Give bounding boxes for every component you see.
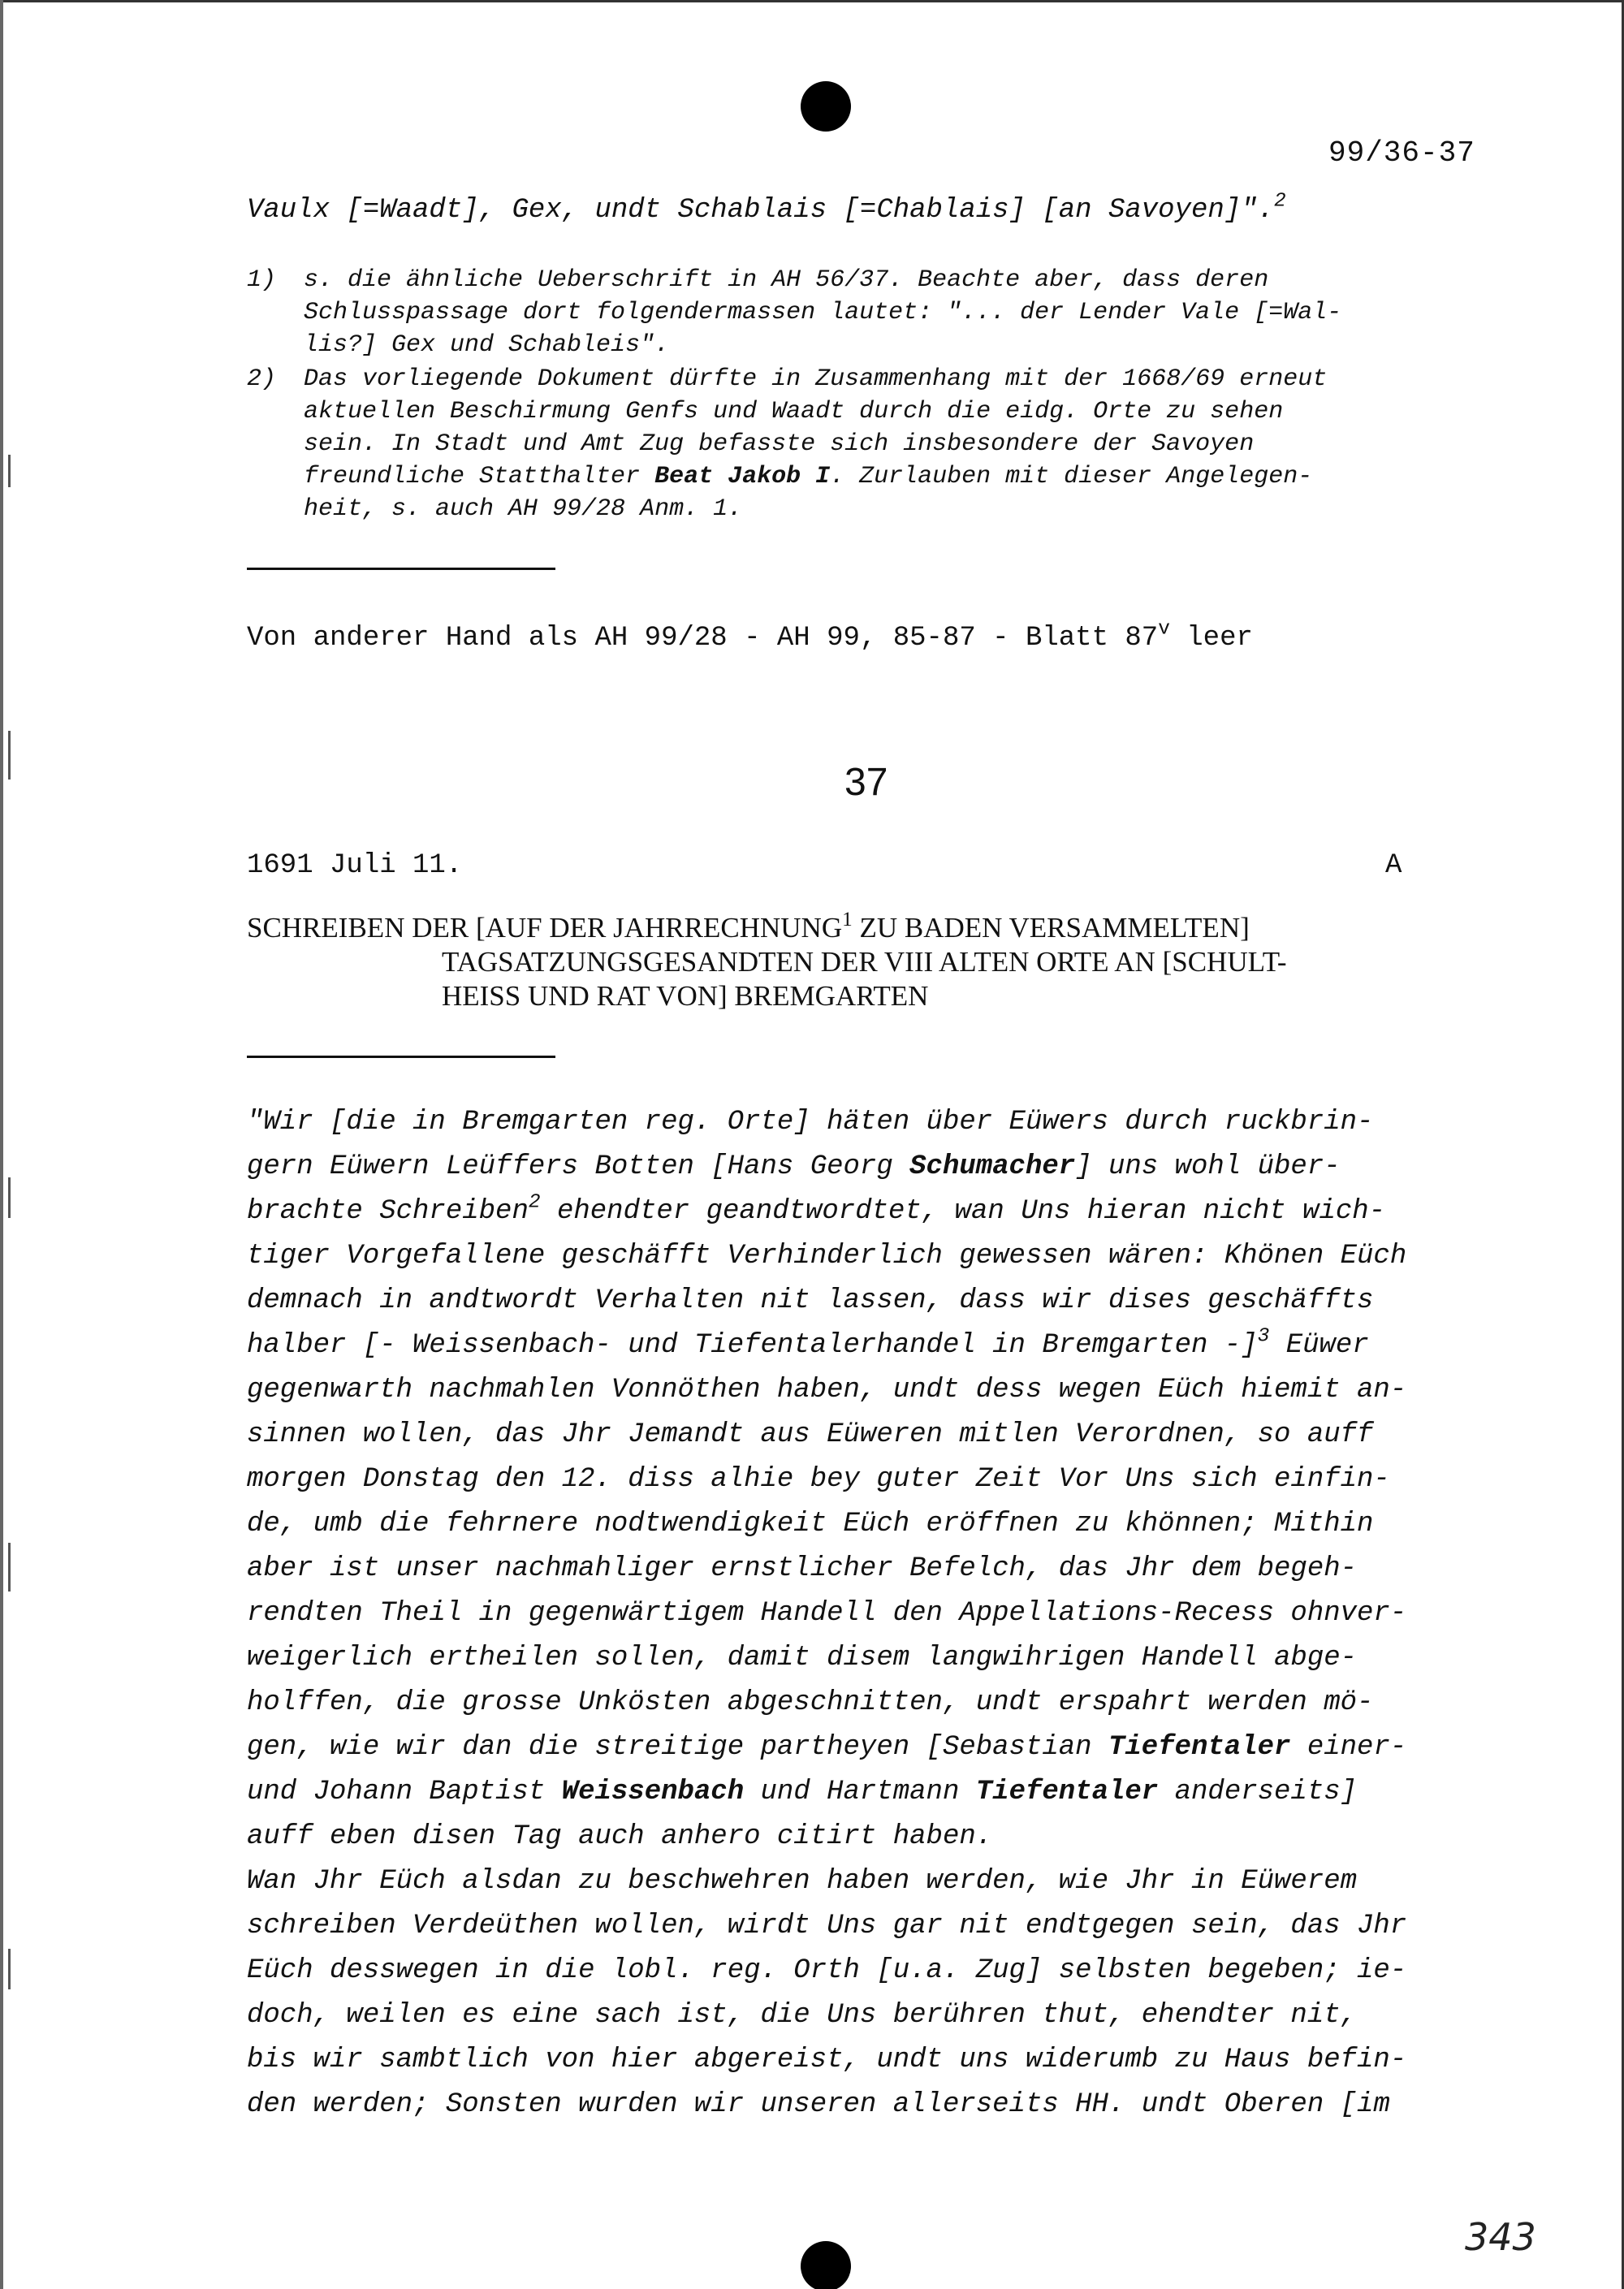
separator-rule xyxy=(247,568,555,570)
document-number: 37 xyxy=(844,761,888,804)
punch-hole-top xyxy=(801,81,851,132)
punch-hole-bottom xyxy=(801,2241,851,2289)
document-heading: SCHREIBEN DER [AUF DER JAHRRECHNUNG$^1$ ZU BADEN VERSAMMELTEN] TAGSATZUNGSGESANDTEN DER VIII ALTEN ORTE AN [SCHULT- HEISS UND RAT VON] BREMGARTEN xyxy=(247,909,1287,1012)
document-letter: A xyxy=(1385,850,1402,881)
letter-body: "Wir [die in Bremgarten reg. Orte] häten über Eüwers durch ruckbrin- gern Eüwern Leüffers Botten [Hans Georg Schumacher] uns wohl über- brachte Schreiben$^2$ ehendter geandtwordtet, wan Uns hieran nicht wich- tiger Vorgefallene geschäfft Verhinderlich gewessen wären: Khönen Eüch demnach in andtwordt Verhalten nit lassen, dass wir dises geschäffts halber [- Weissenbach- und Tiefentalerhandel in Bremgarten -]$^3$ Eüwer gegenwarth nachmahlen Vonnöthen haben, undt dess wegen Eüch hiemit an- sinnen wollen, das Jhr Jemandt aus Eüweren mitlen Verordnen, so auff morgen Donstag den 12. diss alhie bey guter Zeit Vor Uns sich einfin- de, umb die fehrnere nodtwendigkeit Eüch eröffnen zu khönnen; Mithin aber ist unser nachmahliger ernstlicher Befelch, das Jhr dem begeh- rendten Theil in gegenwärtigem Handell den Appellations-Recess ohnver- weigerlich ertheilen sollen, damit disem langwihrigen Handell abge- holffen, die grosse Unkösten abgeschnitten, undt erspahrt werden mö- gen, wie wir dan die streitige partheyen [Sebastian Tiefentaler einer- und Johann Baptist Weissenbach und Hartmann Tiefentaler anderseits] auff eben disen Tag auch anhero citirt haben. Wan Jhr Eüch alsdan zu beschwehren haben werden, wie Jhr in Eüwerem schreiben Verdeüthen wollen, wirdt Uns gar nit endtgegen sein, das Jhr Eüch desswegen in die lobl. reg. Orth [u.a. Zug] selbsten begeben; ie- doch, weilen es eine sach ist, die Uns berühren thut, ehendter nit, bis wir sambtlich von hier abgereist, undt uns widerumb zu Haus befin- den werden; Sonsten wurden wir unseren allerseits HH. undt Oberen [im xyxy=(247,1107,1407,2120)
reference-number: 99/36-37 xyxy=(1328,136,1475,170)
document-date: 1691 Juli 11. xyxy=(247,850,463,881)
document-page: 99/36-37 Vaulx [=Waadt], Gex, undt Schablais [=Chablais] [an Savoyen]".$^2$ 1) s. die ähnliche Ueberschrift in AH 56/37. Beachte aber, dass deren Schlusspassage dort folgendermassen lautet: "... der Lender Vale [=Wal- lis?] Gex und Schableis". 2) Das vorliegende Dokument dürfte in Zusammenhang mit der 1668/69 erneut aktuellen Beschirmung Genfs und Waadt durch die eidg. Orte zu sehen sein. In Stadt und Amt Zug befasste sich insbesondere der Savoyen freundliche Statthalter Beat Jakob I. Zurlauben mit dieser Angelegen- heit, s. auch AH 99/28 Anm. 1. Von anderer Hand als AH 99/28 - AH 99, 85-87 - Blatt 87$^v$ leer 37 1691 Juli 11. A SCHREIBEN DER [AUF DER JAHRRECHNUNG$^1$ ZU BADEN VERSAMMELTEN] TAGSATZUNGSGESANDTEN DER VIII ALTEN ORTE AN [SCHULT- HEISS UND RAT VON] BREMGARTEN "Wir [die in Bremgarten reg. Orte] häten über Eüwers durch ruckbrin- gern Eüwern Leüffers Botten [Hans Georg Schumacher] uns wohl über- brachte Schreiben$^2$ ehendter geandtwordtet, wan Uns hieran nicht wich- tiger Vorgefallene geschäfft Verhinderlich gewessen wären: Khönen Eüch demnach in andtwordt Verhalten nit lassen, dass wir dises geschäffts halber [- Weissenbach- und Tiefentalerhandel in Bremgarten -]$^3$ Eüwer gegenwarth nachmahlen Vonnöthen haben, undt dess wegen Eüch hiemit an- sinnen wollen, das Jhr Jemandt aus Eüweren mitlen Verordnen, so auff morgen Donstag den 12. diss alhie bey guter Zeit Vor Uns sich einfin- de, umb die fehrnere nodtwendigkeit Eüch eröffnen zu khönnen; Mithin aber ist unser nachmahliger ernstlicher Befelch, das Jhr dem begeh- rendten Theil in gegenwärtigem Handell den Appellations-Recess ohnver- weigerlich ertheilen sollen, damit disem langwihrigen Handell abge- holffen, die grosse Unkösten abgeschnitten, undt erspahrt werden mö- gen, wie wir dan die streitige partheyen [Sebastian Tiefentaler einer- und Johann Baptist Weissenbach und Hartmann Tiefentaler anderseits] auff eben disen Tag auch anhero citirt haben. Wan Jhr Eüch alsdan zu beschwehren haben werden, wie Jhr in Eüwerem schreiben Verdeüthen wollen, wirdt Uns gar nit endtgegen sein, das Jhr Eüch desswegen in die lobl. reg. Orth [u.a. Zug] selbsten begeben; ie- doch, weilen es eine sach ist, die Uns berühren thut, ehendter nit, bis wir sambtlich von hier abgereist, undt uns widerumb zu Haus befin- den werden; Sonsten wurden wir unseren allerseits HH. undt Oberen [im 343 xyxy=(0,0,1624,2289)
scan-speck xyxy=(8,455,11,487)
separator-rule xyxy=(247,1056,555,1058)
scan-border-top xyxy=(0,0,1624,2)
continued-title-line: Vaulx [=Waadt], Gex, undt Schablais [=Chablais] [an Savoyen]".$^2$ xyxy=(247,190,1286,226)
scan-speck xyxy=(8,1949,11,1989)
handwritten-page-number: 343 xyxy=(1465,2215,1536,2259)
scan-speck xyxy=(8,1177,11,1218)
hand-note: Von anderer Hand als AH 99/28 - AH 99, 85-87 - Blatt 87$^v$ leer xyxy=(247,618,1253,654)
scan-border-left xyxy=(0,0,3,2289)
scan-speck xyxy=(8,1543,11,1592)
scan-speck xyxy=(8,731,11,780)
